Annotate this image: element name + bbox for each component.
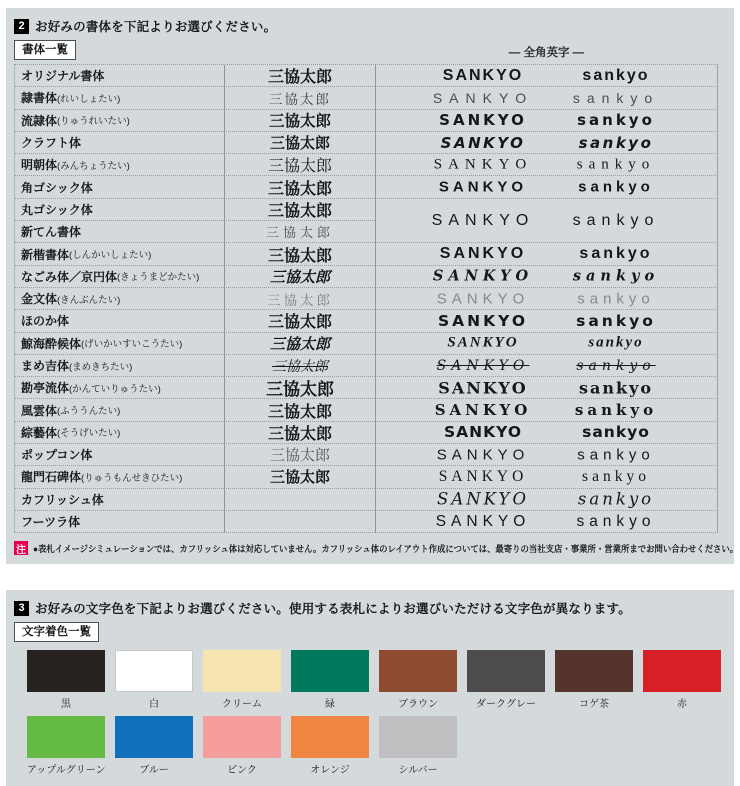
en-caps-sample: SANKYO (436, 357, 530, 374)
font-furigana: (きんぶんたい) (57, 294, 121, 306)
color-swatch-label: ダークグレー (476, 699, 536, 711)
jp-sample: 三協太郎 (267, 423, 332, 443)
jp-sample-cell (224, 422, 375, 444)
color-swatch-item (291, 650, 369, 710)
jp-sample-cell (224, 310, 375, 332)
en-lower-sample: sankyo (582, 423, 650, 442)
font-furigana: (りゅうれいたい) (57, 116, 130, 128)
font-name: 綜藝体 (21, 425, 58, 440)
jp-sample-cell (224, 377, 375, 399)
fullwidth-english-header: — 全角英字 — (508, 47, 585, 59)
font-name: 勘亭流体 (21, 381, 70, 396)
color-section-title: お好みの文字色を下記よりお選びください。使用する表札によりお選びいただける文字色が異なります。 (35, 602, 631, 617)
font-furigana: (しんかいしょたい) (69, 250, 152, 262)
color-swatch-label: コゲ茶 (579, 699, 609, 711)
en-caps-sample: SANKYO (437, 489, 529, 509)
jp-sample-cell (224, 355, 375, 377)
en-sample-cell (375, 154, 718, 176)
color-swatch (27, 650, 105, 692)
color-swatch-item (27, 650, 105, 710)
color-swatch-item (203, 650, 281, 710)
font-name-cell (14, 87, 224, 109)
en-lower-sample: sankyo (576, 512, 656, 530)
jp-sample: 三協太郎 (267, 312, 332, 332)
font-name-cell (14, 176, 224, 198)
color-swatch-item (291, 716, 369, 776)
jp-sample: 三協太郎 (269, 134, 330, 153)
en-caps-sample: SANKYO (434, 401, 532, 420)
color-swatch-item (643, 650, 721, 710)
en-sample-cell (375, 444, 718, 466)
font-furigana: (そうげいたい) (57, 428, 121, 440)
color-swatch (203, 716, 281, 758)
jp-sample-cell (224, 444, 375, 466)
color-swatch (379, 716, 457, 758)
color-swatch (643, 650, 721, 692)
en-lower-sample: sankyo (578, 133, 654, 152)
jp-sample-cell (224, 199, 375, 221)
color-swatch (115, 650, 193, 692)
jp-sample: 三協太郎 (267, 200, 332, 220)
jp-sample-cell (224, 132, 375, 154)
color-swatch-item (115, 650, 193, 710)
color-swatch-label: 赤 (677, 699, 687, 711)
color-swatch-item (27, 716, 105, 776)
color-swatch-label: クリーム (222, 699, 262, 711)
jp-sample: 三協太郎 (272, 358, 328, 375)
font-name: まめ吉体 (21, 359, 70, 373)
jp-sample: 三協太郎 (269, 446, 330, 465)
en-lower-sample: sankyo (578, 178, 654, 196)
color-swatch-label: ブルー (139, 765, 169, 777)
font-name: 隷書体 (21, 91, 58, 106)
font-name-cell (14, 266, 224, 288)
font-name: 新楷書体 (21, 247, 70, 262)
jp-sample-cell (224, 399, 375, 421)
color-swatch-label: 白 (149, 699, 159, 711)
en-caps-sample: SANKYO (431, 211, 535, 229)
jp-sample: 三協太郎 (265, 226, 334, 242)
font-name-cell (14, 288, 224, 310)
note-badge: 注 (14, 541, 28, 555)
color-swatch-label: 黒 (61, 699, 71, 711)
color-swatch-item (555, 650, 633, 710)
color-list-label: 文字着色一覧 (14, 622, 99, 642)
font-name: 丸ゴシック体 (21, 202, 93, 217)
jp-sample: 三協太郎 (267, 180, 332, 198)
font-name-cell (14, 154, 224, 176)
font-name-cell (14, 422, 224, 444)
font-furigana: (きょうまどかたい) (117, 272, 200, 284)
jp-sample-cell (224, 110, 375, 132)
font-name: 角ゴシック体 (21, 180, 93, 195)
jp-sample-cell (224, 489, 375, 511)
font-furigana: (げいかいすいこうたい) (81, 339, 183, 351)
font-name-cell (14, 489, 224, 511)
font-section-header (14, 16, 726, 36)
jp-sample: 三協太郎 (269, 470, 330, 487)
en-caps-sample: SANKYO (438, 467, 528, 485)
color-swatch (291, 716, 369, 758)
en-sample-cell (375, 87, 718, 109)
en-sample-cell (375, 355, 718, 377)
color-list-label-row (14, 622, 726, 644)
en-caps-sample: SANKYO (439, 111, 527, 130)
en-caps-sample: SANKYO (442, 66, 524, 84)
color-swatch (203, 650, 281, 692)
jp-sample: 三協太郎 (269, 334, 330, 353)
jp-sample-cell (224, 466, 375, 488)
en-lower-sample: sankyo (579, 245, 653, 263)
jp-sample-cell (224, 176, 375, 198)
color-swatch (555, 650, 633, 692)
font-name-cell (14, 243, 224, 265)
jp-sample: 三協太郎 (267, 245, 332, 265)
color-swatch-item (379, 650, 457, 710)
en-caps-sample: SANKYO (444, 423, 522, 442)
font-name: 風雲体 (21, 403, 58, 418)
font-selection-section (6, 8, 739, 564)
jp-sample: 三協太郎 (267, 401, 332, 421)
en-sample-cell (375, 466, 718, 488)
en-lower-sample: sankyo (577, 446, 655, 464)
jp-sample-cell (224, 243, 375, 265)
font-name-cell (14, 110, 224, 132)
en-sample-cell (375, 65, 718, 87)
font-name: ほのか体 (21, 314, 70, 329)
font-name-cell (14, 221, 224, 243)
color-swatch-label: ピンク (227, 765, 257, 777)
en-sample-cell (375, 199, 718, 244)
font-furigana: (りゅうもんせきひたい) (81, 472, 183, 484)
note-text: ●表札イメージシミュレーションでは、カフリッシュ体は対応していません。カフリッシュ体のレイアウト作成については、最寄りの当社支店・事業所・営業所までお問い合わせください。 (33, 543, 739, 554)
font-table (14, 64, 718, 533)
en-lower-sample: sankyo (576, 357, 656, 374)
font-name: 鯨海酔候体 (21, 336, 82, 351)
font-name: ポップコン体 (21, 448, 93, 463)
en-caps-sample: SANKYO (440, 133, 526, 152)
font-furigana: (みんちょうたい) (57, 160, 130, 172)
font-name: 新てん書体 (21, 225, 82, 240)
en-sample-cell (375, 489, 718, 511)
en-lower-sample: sankyo (574, 401, 658, 420)
font-name-cell (14, 399, 224, 421)
note-row (14, 540, 739, 556)
font-name: 明朝体 (21, 158, 58, 173)
en-lower-sample: sankyo (582, 467, 650, 485)
en-sample-cell (375, 132, 718, 154)
en-caps-sample: SANKYO (447, 334, 519, 351)
en-lower-sample: sankyo (577, 290, 655, 308)
en-lower-sample: sankyo (578, 378, 654, 398)
jp-sample: 三協太郎 (269, 91, 331, 108)
color-swatch-label: アップルグリーン (27, 765, 106, 777)
font-furigana: (れいしょたい) (57, 93, 121, 105)
en-caps-sample: SANKYO (435, 512, 531, 530)
en-lower-sample: sankyo (576, 156, 656, 173)
font-list-label-row (14, 40, 726, 62)
color-swatch (27, 716, 105, 758)
font-furigana: (かんていりゅうたい) (69, 383, 161, 395)
en-caps-sample: SANKYO (436, 290, 530, 308)
jp-sample-cell (224, 333, 375, 355)
font-name: 金文体 (21, 292, 58, 307)
jp-sample: 三協太郎 (268, 111, 331, 131)
en-lower-sample: sankyo (588, 334, 644, 351)
en-lower-sample: sankyo (577, 111, 655, 130)
en-sample-cell (375, 422, 718, 444)
color-swatch-item (203, 716, 281, 776)
en-lower-sample: sankyo (582, 66, 650, 84)
jp-sample: 三協太郎 (267, 67, 332, 87)
font-list-label: 書体一覧 (14, 40, 76, 60)
color-swatch-row-1 (27, 650, 726, 710)
color-swatch-label: 緑 (325, 699, 335, 711)
jp-sample: 三協太郎 (269, 267, 330, 286)
color-swatch-item (379, 716, 457, 776)
en-sample-cell (375, 399, 718, 421)
color-swatch (379, 650, 457, 692)
font-name-cell (14, 466, 224, 488)
font-name-cell (14, 310, 224, 332)
en-caps-sample: SANKYO (439, 245, 527, 263)
font-name: 龍門石碑体 (21, 470, 82, 485)
jp-sample-cell (224, 511, 375, 533)
jp-sample-cell (224, 87, 375, 109)
color-swatch (467, 650, 545, 692)
en-caps-sample: SANKYO (438, 178, 528, 196)
color-swatch-label: ブラウン (398, 699, 438, 711)
en-sample-cell (375, 511, 718, 533)
en-caps-sample: SANKYO (438, 311, 528, 330)
jp-sample: 三協太郎 (266, 380, 334, 400)
font-section-title: お好みの書体を下記よりお選びください。 (35, 20, 277, 34)
font-name-cell (14, 65, 224, 87)
en-sample-cell (375, 288, 718, 310)
jp-sample-cell (224, 154, 375, 176)
font-furigana: (ふううんたい) (57, 406, 121, 418)
en-lower-sample: sankyo (576, 311, 656, 330)
en-caps-sample: SANKYO (432, 89, 534, 106)
font-name-cell (14, 333, 224, 355)
color-swatch-row-2 (27, 716, 726, 776)
font-name: オリジナル書体 (21, 69, 105, 84)
en-caps-sample: SANKYO (432, 267, 534, 285)
color-swatch-item (467, 650, 545, 710)
jp-sample: 三協太郎 (267, 158, 332, 176)
color-swatch (115, 716, 193, 758)
en-sample-cell (375, 333, 718, 355)
font-name-cell (14, 199, 224, 221)
color-swatch-item (115, 716, 193, 776)
en-lower-sample: sankyo (572, 211, 660, 229)
jp-sample-cell (224, 266, 375, 288)
section-number-badge: 3 (14, 601, 29, 616)
font-name-cell (14, 355, 224, 377)
font-name: フーツラ体 (21, 515, 81, 530)
font-name: カフリッシュ体 (21, 492, 104, 507)
color-swatch (291, 650, 369, 692)
jp-sample-cell (224, 288, 375, 310)
color-selection-section (6, 590, 734, 786)
color-swatch-label: オレンジ (310, 765, 350, 777)
en-sample-cell (375, 243, 718, 265)
en-lower-sample: sankyo (572, 89, 660, 106)
font-name: クラフト体 (21, 136, 82, 151)
en-caps-sample: SANKYO (438, 378, 528, 398)
font-furigana: (まめきちたい) (69, 361, 133, 373)
en-sample-cell (375, 266, 718, 288)
en-sample-cell (375, 110, 718, 132)
color-section-header (14, 598, 726, 618)
en-sample-cell (375, 176, 718, 198)
font-name-cell (14, 444, 224, 466)
font-name: なごみ体／京円体 (21, 269, 118, 284)
jp-sample-cell (224, 221, 375, 243)
en-caps-sample: SANKYO (433, 156, 533, 173)
font-name-cell (14, 511, 224, 533)
font-name-cell (14, 132, 224, 154)
en-lower-sample: sankyo (572, 267, 660, 285)
font-name-cell (14, 377, 224, 399)
font-name: 流隷体 (21, 113, 58, 128)
en-sample-cell (375, 310, 718, 332)
section-number-badge: 2 (14, 19, 29, 34)
color-swatch-label: シルバー (398, 765, 438, 777)
jp-sample: 三協太郎 (267, 292, 333, 309)
jp-sample-cell (224, 65, 375, 87)
en-sample-cell (375, 377, 718, 399)
en-lower-sample: sankyo (577, 489, 655, 509)
en-caps-sample: SANKYO (436, 446, 530, 464)
